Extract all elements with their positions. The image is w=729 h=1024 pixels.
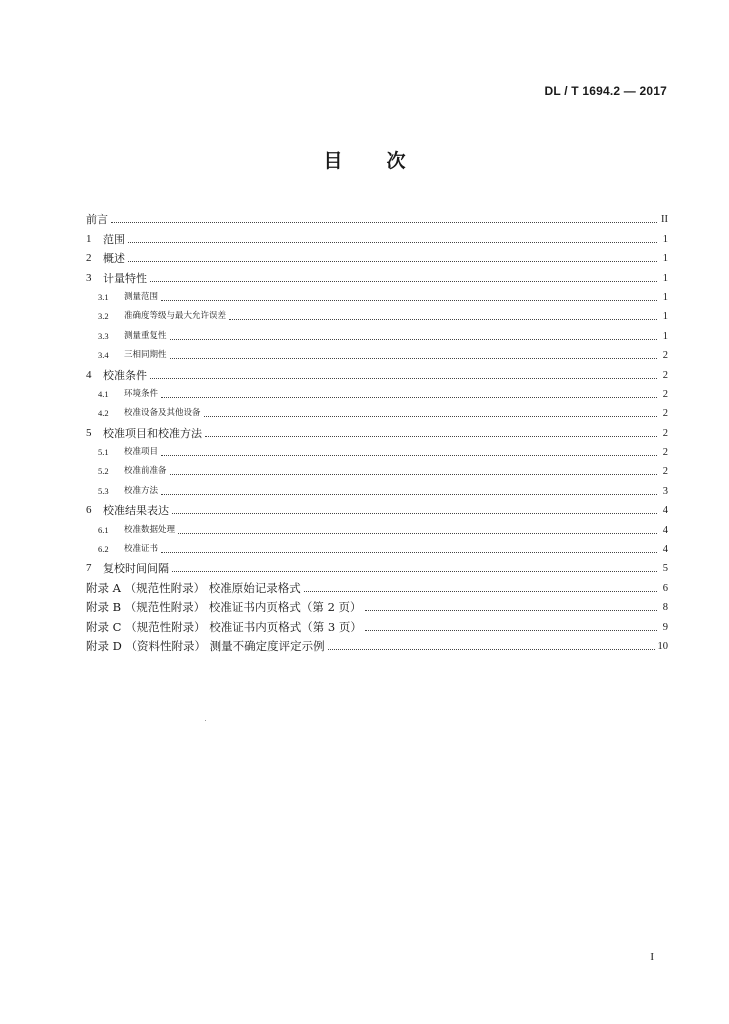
toc-title-char-2: 次 [386,150,406,172]
toc-entry-page: 2 [662,466,668,478]
toc-leader-dots [172,513,657,514]
toc-entry-label: 环境条件 [124,388,159,399]
toc-entry-page: 4 [662,505,668,517]
toc-leader-dots [365,630,657,631]
toc-list [86,207,668,653]
toc-leader-dots [304,591,657,592]
toc-entry-page: 1 [662,330,668,342]
toc-entry[interactable] [86,343,668,362]
toc-entry-number: 5 [86,426,92,439]
toc-entry[interactable] [86,459,668,478]
toc-entry[interactable] [86,265,668,284]
toc-title-char-1: 目 [323,150,343,172]
toc-entry-label: 校准数据处理 [124,524,176,535]
standard-code: DL / T 1694.2 — 2017 [544,84,667,98]
toc-entry-number: 2 [86,252,92,265]
toc-entry-label: 三相同期性 [124,350,167,361]
toc-entry-page: 1 [662,253,668,265]
toc-entry-label: 校准项目 [124,447,159,458]
toc-entry[interactable] [86,614,668,633]
toc-leader-dots [365,610,657,611]
toc-entry-page: 1 [662,311,668,323]
toc-entry[interactable] [86,634,668,653]
toc-entry-number: 3.2 [98,311,109,322]
toc-entry[interactable] [86,285,668,304]
toc-entry-label: 校准项目和校准方法 [103,426,202,440]
toc-entry[interactable] [86,323,668,342]
toc-entry-number: 3.3 [98,330,109,341]
toc-entry-page: 9 [662,621,668,633]
toc-entry-label: 校准设备及其他设备 [124,408,201,419]
toc-entry[interactable] [86,420,668,439]
toc-entry-label: 校准结果表达 [103,504,169,518]
toc-entry-label: 附录 B （规范性附录） 校准证书内页格式（第 2 页） [86,600,362,615]
toc-entry-page: 1 [662,291,668,303]
toc-leader-dots [229,319,657,320]
toc-entry[interactable] [86,517,668,536]
toc-leader-dots [161,494,657,495]
toc-entry-page: 5 [662,563,668,575]
toc-entry[interactable] [86,498,668,517]
toc-leader-dots [161,397,657,398]
toc-entry-label: 概述 [103,252,125,266]
toc-leader-dots [161,455,657,456]
toc-entry[interactable] [86,246,668,265]
toc-entry-page: 3 [662,485,668,497]
toc-entry[interactable] [86,401,668,420]
toc-entry-label: 校准前准备 [124,466,167,477]
toc-entry[interactable] [86,382,668,401]
toc-title [0,146,729,173]
toc-entry-page: II [661,214,668,226]
toc-entry-label: 范围 [103,232,125,246]
toc-entry-page: 2 [662,427,668,439]
toc-entry-label: 复校时间间隔 [103,562,169,576]
toc-entry-label: 校准方法 [124,485,159,496]
toc-entry-number: 5.1 [98,447,109,458]
toc-leader-dots [150,378,657,379]
toc-entry-number: 6.2 [98,544,109,555]
toc-entry-number: 3.1 [98,291,109,302]
toc-leader-dots [128,242,657,243]
toc-entry-label: 校准证书 [124,544,159,555]
toc-leader-dots [172,571,657,572]
toc-entry[interactable] [86,304,668,323]
toc-entry-label: 测量范围 [124,291,159,302]
toc-leader-dots [128,261,657,262]
toc-entry[interactable] [86,226,668,245]
toc-leader-dots [161,300,657,301]
toc-entry-page: 2 [662,408,668,420]
toc-entry-page: 2 [662,388,668,400]
toc-entry-number: 4 [86,368,92,381]
toc-entry[interactable] [86,362,668,381]
toc-entry-label: 前言 [86,213,108,227]
toc-entry-number: 4.1 [98,388,109,399]
scan-speck [205,720,206,721]
toc-entry-page: 4 [662,524,668,536]
toc-entry-number: 6 [86,504,92,517]
toc-entry-number: 5.3 [98,485,109,496]
toc-leader-dots [170,474,657,475]
toc-entry[interactable] [86,440,668,459]
toc-entry-number: 6.1 [98,524,109,535]
toc-leader-dots [161,552,657,553]
toc-leader-dots [205,436,657,437]
toc-entry-page: 2 [662,369,668,381]
toc-entry-page: 8 [662,602,668,614]
toc-entry-page: 4 [662,544,668,556]
toc-entry-label: 测量重复性 [124,330,167,341]
toc-entry-page: 2 [662,350,668,362]
toc-entry-page: 10 [657,640,668,652]
toc-entry-page: 6 [662,582,668,594]
toc-entry[interactable] [86,207,668,226]
toc-leader-dots [170,339,657,340]
toc-entry-page: 2 [662,447,668,459]
toc-entry-page: 1 [662,272,668,284]
toc-entry-label: 校准条件 [103,368,147,382]
toc-entry-label: 计量特性 [103,271,147,285]
page-number: I [650,951,654,963]
toc-leader-dots [178,533,657,534]
toc-entry-number: 5.2 [98,466,109,477]
toc-entry-number: 3.4 [98,350,109,361]
toc-entry[interactable] [86,478,668,497]
toc-entry-label: 准确度等级与最大允许误差 [124,311,227,322]
toc-leader-dots [204,416,657,417]
toc-entry[interactable] [86,537,668,556]
toc-entry-number: 3 [86,271,92,284]
toc-leader-dots [170,358,657,359]
toc-entry-number: 7 [86,562,92,575]
toc-entry[interactable] [86,556,668,575]
toc-entry-number: 1 [86,232,92,245]
toc-leader-dots [150,281,657,282]
toc-entry[interactable] [86,575,668,594]
toc-entry-number: 4.2 [98,408,109,419]
toc-entry-label: 附录 C （规范性附录） 校准证书内页格式（第 3 页） [86,619,362,634]
toc-entry-label: 附录 A （规范性附录） 校准原始记录格式 [86,580,301,595]
toc-entry-label: 附录 D （资料性附录） 测量不确定度评定示例 [86,638,325,653]
toc-entry-page: 1 [662,233,668,245]
toc-leader-dots [328,649,655,650]
toc-leader-dots [111,222,657,223]
toc-entry[interactable] [86,595,668,614]
